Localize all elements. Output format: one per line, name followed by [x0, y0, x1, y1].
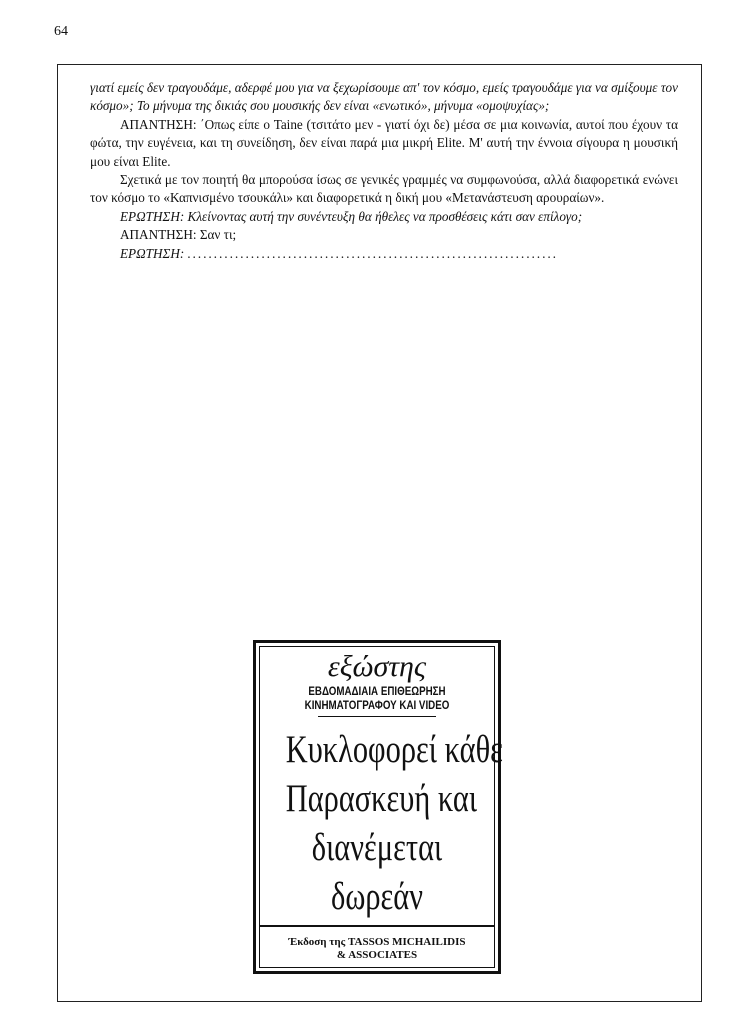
paragraph-question-epilogue: ΕΡΩΤΗΣΗ: Κλείνοντας αυτή την συνέντευξη θα ήθελες να προσθέσεις κάτι σαν επίλογο; — [120, 208, 583, 224]
footer-divider — [260, 925, 494, 927]
subtitle-line-1: ΕΒΔΟΜΑΔΙΑΙΑ ΕΠΙΘΕΩΡΗΣΗ — [308, 686, 446, 698]
publisher-line-1: Έκδοση της TASSOS MICHAILIDIS — [288, 936, 466, 948]
headline-line-1: Κυκλοφορεί κάθε — [285, 728, 503, 771]
dotted-leader: ...................................................................... — [187, 245, 559, 261]
paragraph-answer-poet: Σχετικά με τον ποιητή θα μπορούσα ίσως σε γενικές γραμμές να συμφωνούσα, αλλά διαφορετικά ενώνει τον κόσμο το «Καπνισμένο τσουκάλι» και διαφορετικά η δική μου «Μετανάστευση αρουραίων». — [90, 172, 678, 206]
magazine-logo: εξώστης — [327, 650, 427, 683]
publisher-credit — [260, 936, 494, 962]
paragraph-answer-taine: ΑΠΑΝΤΗΣΗ: ΄Οπως είπε ο Taine (τσιτάτο μεν - γιατί όχι δε) μέσα σε μια κοινωνία, αυτοί που έχουν τα φώτα, την ευγένεια, και τη συνείδηση, δεν είναι παρά μια μικρή Elite. Μ' αυτή την έννοια σίγουρα η μουσική μου είναι Elite. — [90, 116, 678, 169]
advertisement-inner-frame — [259, 646, 503, 968]
ad-headline — [285, 725, 503, 921]
publisher-line-2: & ASSOCIATES — [336, 949, 418, 961]
question-label: ΕΡΩΤΗΣΗ: — [120, 245, 185, 261]
headline-line-2: Παρασκευή και — [285, 777, 478, 820]
advertisement-box — [253, 640, 501, 974]
paragraph-question-continued: γιατί εμείς δεν τραγουδάμε, αδερφέ μου για να ξεχωρίσουμε απ' τον κόσμο, εμείς τραγουδάμε για να σμίξουμε τον κόσμο»; Το μήνυμα της δικιάς σου μουσικής δεν είναι «ενωτικό», μήνυμα «ομοψυχίας»; — [90, 80, 678, 114]
subtitle-rule — [318, 716, 436, 717]
subtitle-line-2: ΚΙΝΗΜΑΤΟΓΡΑΦΟΥ ΚΑΙ VIDEO — [304, 700, 450, 712]
page-number: 64 — [54, 24, 68, 39]
interview-text — [90, 79, 678, 263]
headline-line-4: δωρεάν — [330, 875, 423, 918]
headline-line-3: διανέμεται — [311, 826, 443, 869]
magazine-subtitle — [278, 685, 477, 713]
paragraph-answer-short: ΑΠΑΝΤΗΣΗ: Σαν τι; — [120, 227, 237, 243]
paragraph-question-final — [90, 245, 678, 263]
